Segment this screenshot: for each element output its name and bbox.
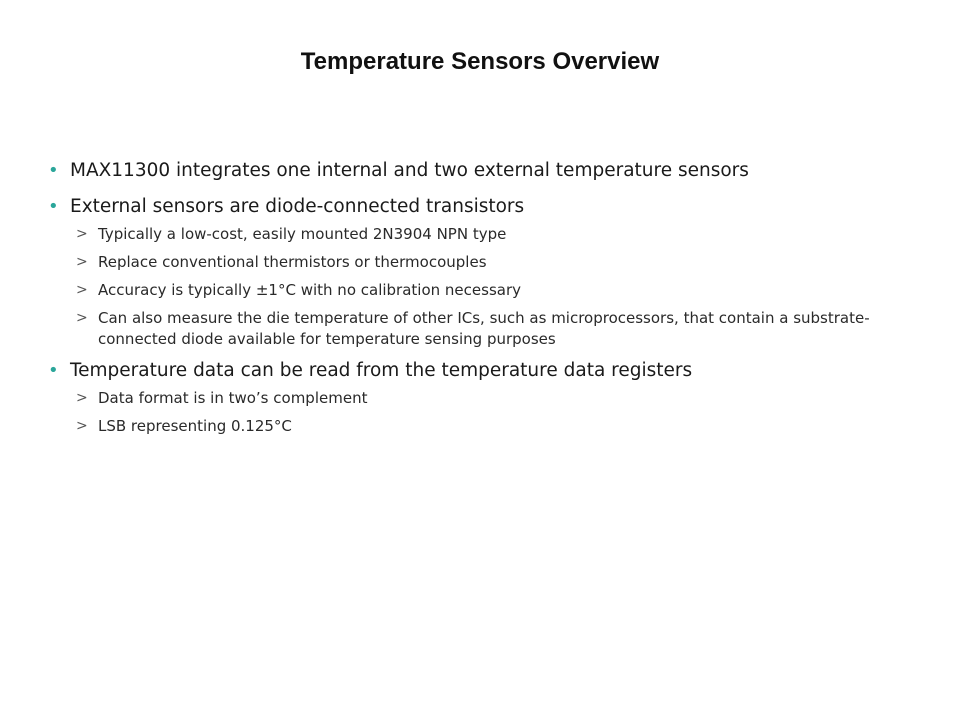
chevron-right-icon: > bbox=[76, 226, 88, 242]
slide-content bbox=[48, 158, 928, 445]
sub-bullet-text: Replace conventional thermistors or thermocouples bbox=[98, 253, 487, 271]
sub-bullet-list bbox=[70, 224, 928, 350]
sub-bullet-item bbox=[48, 416, 928, 437]
sub-bullet-text: Accuracy is typically ±1°C with no calibration necessary bbox=[98, 281, 521, 299]
bullet-dot-icon: • bbox=[48, 160, 59, 181]
chevron-right-icon: > bbox=[76, 282, 88, 298]
sub-bullet-item bbox=[48, 308, 928, 350]
sub-bullet-text: Typically a low-cost, easily mounted 2N3904 NPN type bbox=[98, 225, 507, 243]
bullet-dot-icon: • bbox=[48, 360, 59, 381]
bullet-item bbox=[48, 358, 928, 437]
bullet-text: External sensors are diode-connected transistors bbox=[70, 196, 525, 217]
sub-bullet-item bbox=[48, 224, 928, 245]
bullet-text: MAX11300 integrates one internal and two external temperature sensors bbox=[70, 160, 749, 181]
sub-bullet-item bbox=[48, 252, 928, 273]
chevron-right-icon: > bbox=[76, 390, 88, 406]
slide-title: Temperature Sensors Overview bbox=[300, 48, 660, 75]
chevron-right-icon: > bbox=[76, 254, 88, 270]
sub-bullet-item bbox=[48, 280, 928, 301]
sub-bullet-text: Data format is in two’s complement bbox=[98, 389, 368, 407]
sub-bullet-text: LSB representing 0.125°C bbox=[98, 417, 292, 435]
sub-bullet-list bbox=[70, 388, 928, 437]
bullet-text: Temperature data can be read from the temperature data registers bbox=[70, 360, 693, 381]
bullet-item bbox=[48, 158, 928, 184]
sub-bullet-item bbox=[48, 388, 928, 409]
bullet-item bbox=[48, 194, 928, 350]
sub-bullet-text: Can also measure the die temperature of other ICs, such as microprocessors, that contain a substrate-connected diode available for temperature sensing purposes bbox=[98, 309, 870, 348]
chevron-right-icon: > bbox=[76, 418, 88, 434]
bullet-dot-icon: • bbox=[48, 196, 59, 217]
chevron-right-icon: > bbox=[76, 310, 88, 326]
